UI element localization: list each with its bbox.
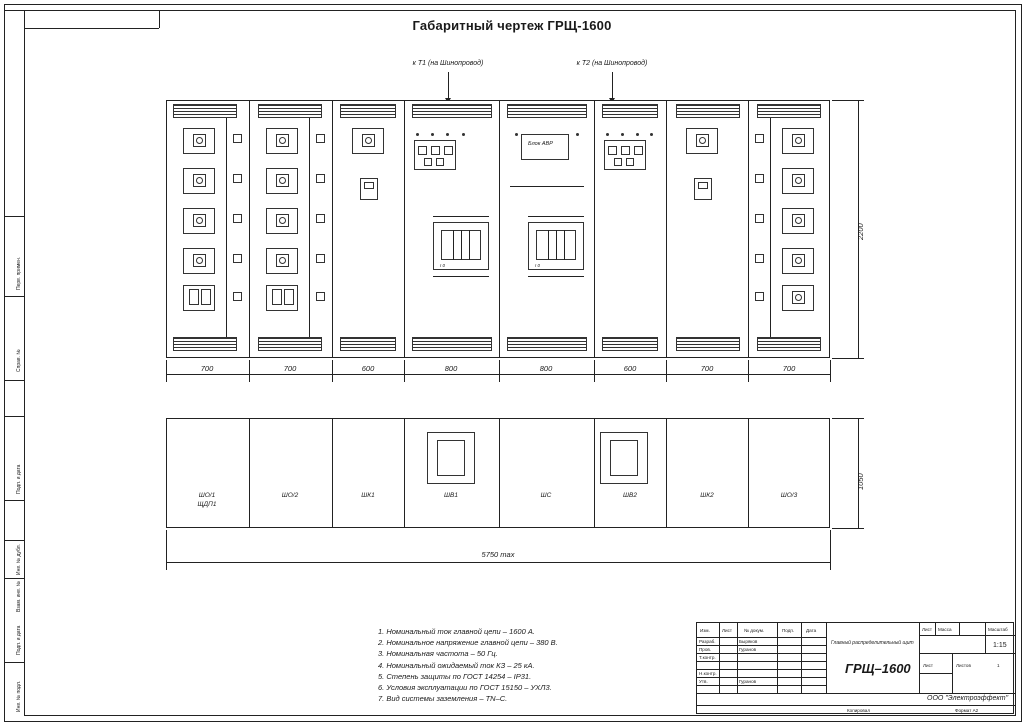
stamp-role-0: Разраб.	[699, 639, 716, 644]
plan-label-4: ШВ1	[444, 492, 458, 499]
stamp-doc-name: ГРЩ–1600	[845, 661, 911, 676]
dim-section-8: 700	[782, 364, 796, 373]
plan-label-7: ШК2	[700, 492, 714, 499]
stamp-name-1: Гуранов	[739, 647, 757, 652]
note-7: 7. Вид системы заземления – TN–C.	[378, 694, 508, 704]
stamp-org: ООО "Электроэффект"	[927, 695, 1009, 702]
stamp-name-5: Гуранов	[739, 679, 757, 684]
stamp-header-scale: Масштаб	[988, 627, 1008, 632]
plan-label-8: ШО/3	[780, 492, 798, 499]
page-title: Габаритный чертеж ГРЩ-1600	[412, 18, 612, 33]
stamp-role-4: Н.контр.	[699, 671, 717, 676]
note-2: 2. Номинальное напряжение главной цепи – 380 В.	[378, 638, 558, 648]
margin-label-0: Перв. примен.	[16, 256, 22, 290]
note-1: 1. Номинальный ток главной цепи – 1600 А.	[378, 627, 535, 636]
stamp-col-izm: Изм.	[700, 628, 710, 633]
note-6: 6. Условия эксплуатации по ГОСТ 15150 – УХЛ3.	[378, 683, 552, 693]
dim-section-6: 600	[623, 364, 637, 373]
plan-label-3: ШК1	[361, 492, 375, 499]
dim-section-7: 700	[700, 364, 714, 373]
stamp-role-2: Т.контр.	[699, 655, 716, 660]
margin-label-4: Взам. инв. №	[16, 581, 22, 612]
plan-label-6: ШВ2	[623, 492, 637, 499]
notes-block	[378, 626, 558, 704]
stamp-role-1: Пров.	[699, 647, 712, 652]
stamp-role-5: Утв.	[699, 679, 708, 684]
dim-section-2: 700	[283, 364, 297, 373]
stamp-col-podp: Подп.	[782, 628, 795, 633]
note-3: 3. Номинальная частота – 50 Гц.	[378, 649, 498, 659]
plan-label-1b: ЩДП1	[197, 501, 217, 508]
margin-label-2: Подп. и дата	[16, 464, 22, 494]
stamp-format: Формат А2	[955, 708, 979, 713]
busbar-label-t2: к Т2 (на Шинопровод)	[576, 60, 648, 67]
dim-section-1: 700	[200, 364, 214, 373]
stamp-col-list: Лист	[722, 628, 732, 633]
dim-section-3: 600	[361, 364, 375, 373]
stamp-col-doc: № докум.	[744, 628, 765, 633]
stamp-col-data: Дата	[806, 628, 817, 633]
margin-label-5: Подп. и дата	[16, 625, 22, 655]
margin-label-3: Инв. № дубл.	[16, 544, 22, 575]
margin-label-6: Инв. № подл.	[16, 680, 22, 712]
plan-label-1a: ШО/1	[198, 492, 216, 499]
stamp-name-0: Быряков	[739, 639, 758, 644]
stamp-sheets-label: Листов	[956, 663, 971, 668]
plan-label-5: ШС	[540, 492, 552, 499]
dim-section-4: 800	[444, 364, 458, 373]
dim-total-width: 5750 max	[481, 550, 515, 559]
note-4: 4. Номинальный ожидаемый ток КЗ – 25 кА.	[378, 660, 535, 670]
title-block	[696, 622, 1014, 714]
drawing-sheet: Перв. примен. Справ. № Подп. и дата Инв. № дубл. Взам. инв. № Подп. и дата Инв. № подл. Габаритный чертеж ГРЩ-1600 к Т1 (на Шинопровод) к Т2 (на Шинопровод) I 0 Блок АВР I 0 2200 700 700 600 800 800 600 700 700 ШО/1 ЩДП1 ШО/2 ШК1 ШВ1 ШС ШВ2 ШК2 ШО/3 1050 5750 max 1. Номинальный ток главной цепи – 1600 А. 2. Номинальное напряжение главной цепи – 380 В. 3. Номинальная частота – 50 Гц. 4. Номинальный ожидаемый ток КЗ – 25 кА. 5. Степень защиты по ГОСТ 14254 – IP31. 6. Условия эксплуатации по ГОСТ 15150 – УХЛ3. 7. Вид системы заземления – TN–C. Изм. Лист № докум. Подп. Дата Разраб. Быряков Пров. Гуранов Т.контр. Н.контр. Утв. Гуранов Главный распределительный щит ГРЩ–1600 Лист Масса Масштаб 1:15 Лист Листов 1 ООО "Электроэффект" Копировал Формат А2	[0, 0, 1024, 724]
dim-depth: 1050	[856, 473, 865, 490]
plan-label-2: ШО/2	[281, 492, 299, 499]
stamp-sheets-value: 1	[997, 663, 1000, 668]
stamp-header-sheet: Лист	[922, 627, 932, 632]
stamp-sheet-label: Лист	[923, 663, 933, 668]
note-5: 5. Степень защиты по ГОСТ 14254 – IP31.	[378, 671, 532, 681]
dim-section-5: 800	[539, 364, 553, 373]
margin-label-1: Справ. №	[16, 349, 22, 372]
dim-height: 2200	[856, 223, 865, 240]
switchgear-plan	[166, 418, 830, 528]
stamp-copied: Копировал	[847, 708, 871, 713]
stamp-object-title: Главный распределительный щит	[831, 640, 914, 646]
stamp-scale-value: 1:15	[993, 642, 1007, 649]
stamp-header-mass: Масса	[938, 627, 952, 632]
busbar-label-t1: к Т1 (на Шинопровод)	[412, 60, 484, 67]
